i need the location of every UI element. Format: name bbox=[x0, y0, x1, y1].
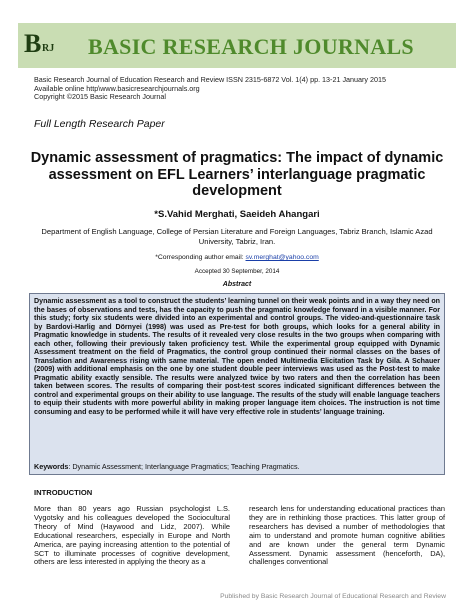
corresponding-email-link[interactable]: sv.merghat@yahoo.com bbox=[245, 254, 319, 261]
paper-type: Full Length Research Paper bbox=[34, 118, 165, 130]
citation-line: Basic Research Journal of Education Research and Review ISSN 2315-6872 Vol. 1(4) pp. 13-21 January 2015 bbox=[34, 75, 386, 84]
journal-title: BASIC RESEARCH JOURNALS bbox=[88, 34, 414, 59]
abstract-heading: Abstract bbox=[222, 281, 252, 288]
introduction-left-column: More than 80 years ago Russian psychologist L.S. Vygotsky and his colleagues developed the Sociocultural Theory of Mind (Haywood and Lidz, 2007). While Educational researchers, especially in Europe and North America, are paying increasing attention to the potential of SCT to illuminate processes of cognitive development, others are less interested in applying the theory as a bbox=[34, 504, 230, 567]
logo-subscript: RJ bbox=[42, 43, 55, 54]
paper-title: Dynamic assessment of pragmatics: The impact of dynamic assessment on EFL Learners’ interlanguage pragmatic development bbox=[30, 150, 444, 199]
publisher-footer: Published by Basic Research Journal of Educational Research and Review bbox=[220, 593, 446, 600]
logo-letter: B bbox=[24, 29, 42, 58]
abstract-text: Dynamic assessment as a tool to construct the students’ learning tunnel on their weak points and in a way they need on the bases of observations and tests, has the capacity to push the pragmatic knowledge forward in a visible manner. For this study; forty six students were divided into an experimental and control groups. The video-and-questionnaire task by Bardovi-Harlig and Dörnyei (1998) was used as Pre-test for both groups, which looks for a general ability in Pragmatic knowledge in students. The results of it revealed very close results in the two groups when comparing with each other, following their previously taken proficiency test. While the experimental group equipped with Dynamic Assessment treatment on the field of Pragmatics, the control group continued their normal classes on the bases of Translation and Awareness rising with same material. The open ended Multimedia Elicitation Task by Gila. A Schauer (2009) with additional emphasis on the one by one student double peer interviews was used as the Post-test to make Pragmatic ability exactly sensible. The results were analyzed twice by two raters and then the correlation has been taken between scores. The results of comparing their post-test scores indicated significant differences between the control and experimental groups on their ability to use language. The results of the study will enable language teachers to equip their students with more powerful ability in making proper language item choices. The instruction is not time consuming and easy to be performed while it will have very effective role in students’ language training. bbox=[34, 297, 440, 416]
introduction-right-column: research lens for understanding educational practices than they are in rethinking those practices. This latter group of researchers has devised a number of methodologies that aim to understand and promote human cognitive abilities and are known under the general term Dynamic Assessment. Dynamic assessment (henceforth, DA), challenges conventional bbox=[249, 504, 445, 567]
corresponding-author bbox=[0, 254, 474, 261]
keywords-label: Keywords bbox=[34, 462, 69, 471]
copyright-line: Copyright ©2015 Basic Research Journal bbox=[34, 92, 166, 102]
keywords-text: : Dynamic Assessment; Interlanguage Pragmatics; Teaching Pragmatics. bbox=[68, 462, 300, 471]
keywords bbox=[34, 462, 440, 471]
accepted-date: Accepted 30 September, 2014 bbox=[194, 268, 280, 275]
availability-line: Available online http\www.basicresearchjournals.org bbox=[34, 83, 200, 93]
affiliation: Department of English Language, College of Persian Literature and Foreign Languages, Tabriz Branch, Islamic Azad University, Tabriz, Iran. bbox=[41, 227, 433, 246]
authors: *S.Vahid Merghati, Saeideh Ahangari bbox=[154, 209, 320, 220]
journal-meta bbox=[34, 76, 386, 102]
journal-logo bbox=[24, 29, 58, 59]
corresponding-label: *Corresponding author email: bbox=[155, 254, 246, 261]
introduction-heading: INTRODUCTION bbox=[34, 488, 93, 497]
